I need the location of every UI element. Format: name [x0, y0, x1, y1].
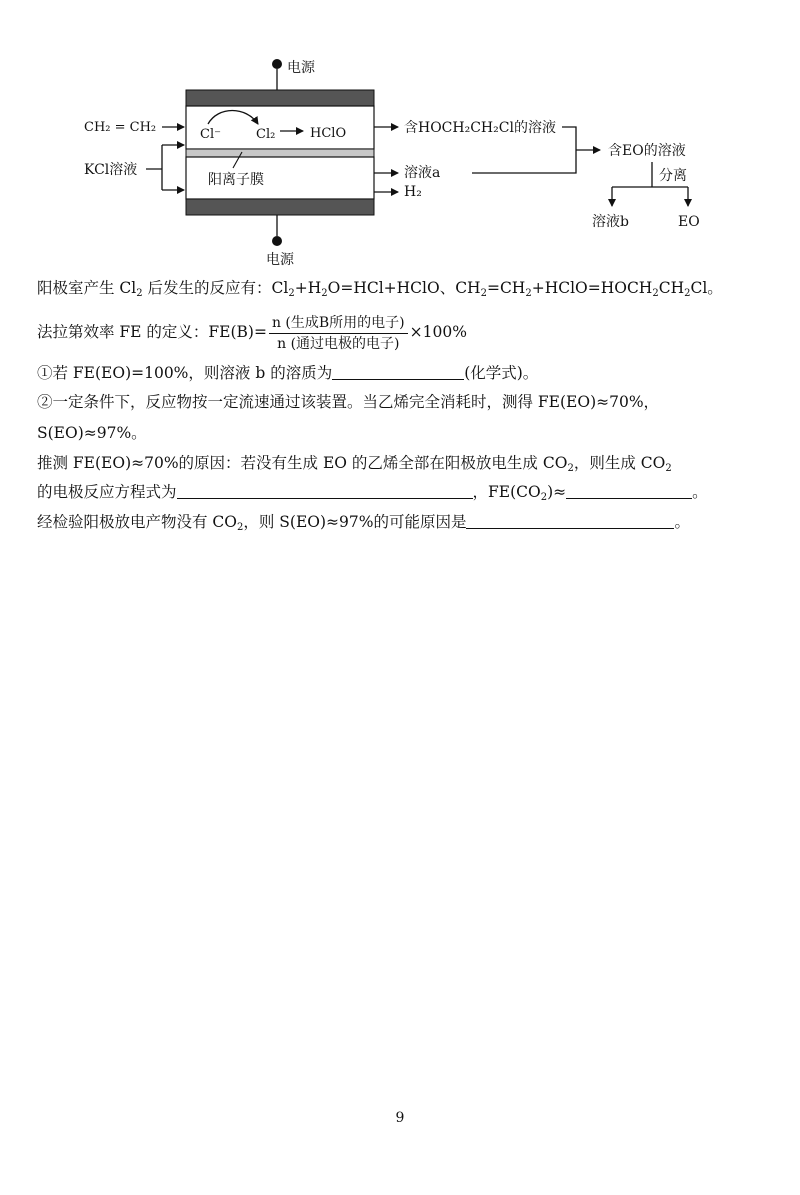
subscript: 2 [288, 288, 295, 299]
eo-product-label: EO [678, 214, 700, 230]
question-1-suffix: (化学式)。 [464, 364, 539, 382]
text-span: ，则生成 CO [573, 454, 666, 472]
fe-fraction [269, 314, 408, 353]
anode-output-label: 含HOCH₂CH₂Cl的溶液 [404, 120, 556, 136]
text-span: 。 [692, 483, 708, 501]
fraction-numerator: n (生成B所用的电子) [269, 314, 408, 334]
answer-blank-solute[interactable] [332, 365, 464, 380]
subscript: 2 [665, 463, 672, 474]
text-span: =CH [486, 279, 526, 297]
page-number: 9 [395, 1110, 405, 1126]
fraction-denominator: n (通过电极的电子) [277, 335, 400, 352]
bottom-power-label: 电源 [266, 252, 294, 268]
electrolyzer-cell [186, 90, 374, 215]
top-power-terminal [272, 59, 316, 90]
bottom-power-terminal [266, 215, 295, 268]
text-span: 推测 FE(EO)≈70%的原因：若没有生成 EO 的乙烯全部在阳极放电生成 CO [37, 454, 568, 472]
subscript: 2 [540, 492, 548, 503]
text-span: ，则 S(EO)≈97%的可能原因是 [243, 513, 467, 531]
ethylene-input-label: CH₂ = CH₂ [84, 120, 157, 135]
inference-line-1 [37, 452, 672, 474]
text-span: +H [294, 279, 322, 297]
text-span: 阳极室产生 Cl [37, 279, 137, 297]
text-span: Cl。 [690, 279, 723, 297]
anode-reactions-line [37, 277, 723, 299]
inference-line-3 [37, 511, 690, 533]
question-2-text: ②一定条件下，反应物按一定流速通过该装置。当乙烯完全消耗时，测得 FE(EO)≈70%， [37, 393, 660, 411]
kcl-split-line [146, 145, 162, 190]
question-2-line-1 [37, 391, 659, 413]
answer-blank-equation[interactable] [177, 484, 473, 499]
top-electrode-plate [186, 90, 374, 106]
text-span: 。 [674, 513, 690, 531]
bottom-terminal-dot [272, 236, 282, 246]
question-2-line-2 [37, 422, 147, 444]
bottom-electrode-plate [186, 199, 374, 215]
solution-a-label: 溶液a [404, 165, 441, 181]
text-span: 后发生的反应有：Cl [142, 279, 289, 297]
inference-line-2 [37, 481, 708, 503]
subscript: 2 [136, 288, 143, 299]
chloride-ion-label: Cl⁻ [200, 127, 221, 142]
definition-prefix: 法拉第效率 FE 的定义：FE(B)= [37, 323, 267, 341]
question-1-text: ①若 FE(EO)=100%，则溶液 b 的溶质为 [37, 364, 333, 382]
subscript: 2 [480, 288, 487, 299]
subscript: 2 [567, 463, 574, 474]
subscript: 2 [525, 288, 532, 299]
top-power-label: 电源 [287, 60, 315, 76]
subscript: 2 [237, 522, 244, 533]
cation-membrane [186, 149, 374, 157]
text-span: +HClO=HOCH [531, 279, 653, 297]
text-span: CH [658, 279, 685, 297]
selectivity-text: S(EO)≈97%。 [37, 424, 147, 442]
faraday-efficiency-definition [37, 311, 467, 353]
separation-label: 分离 [659, 168, 687, 184]
top-terminal-dot [272, 59, 282, 69]
question-1 [37, 362, 538, 384]
hydrogen-label: H₂ [404, 184, 422, 200]
kcl-input-label: KCl溶液 [84, 162, 138, 178]
electrolysis-diagram [0, 0, 800, 270]
subscript: 2 [652, 288, 659, 299]
subscript: 2 [321, 288, 328, 299]
text-span: 经检验阳极放电产物没有 CO [37, 513, 237, 531]
membrane-label: 阳离子膜 [208, 172, 264, 188]
answer-blank-fe-co2[interactable] [566, 484, 692, 499]
answer-blank-reason[interactable] [466, 514, 674, 529]
eo-solution-label: 含EO的溶液 [608, 143, 686, 159]
hclo-label: HClO [310, 126, 347, 141]
text-span: O=HCl+HClO、CH [327, 279, 481, 297]
solution-b-label: 溶液b [592, 214, 629, 230]
text-span: )≈ [547, 483, 567, 501]
text-span: 的电极反应方程式为 [37, 483, 177, 501]
subscript: 2 [684, 288, 691, 299]
chlorine-label: Cl₂ [256, 127, 276, 142]
definition-suffix: ×100% [409, 323, 467, 341]
text-span: ，FE(CO [472, 483, 541, 501]
